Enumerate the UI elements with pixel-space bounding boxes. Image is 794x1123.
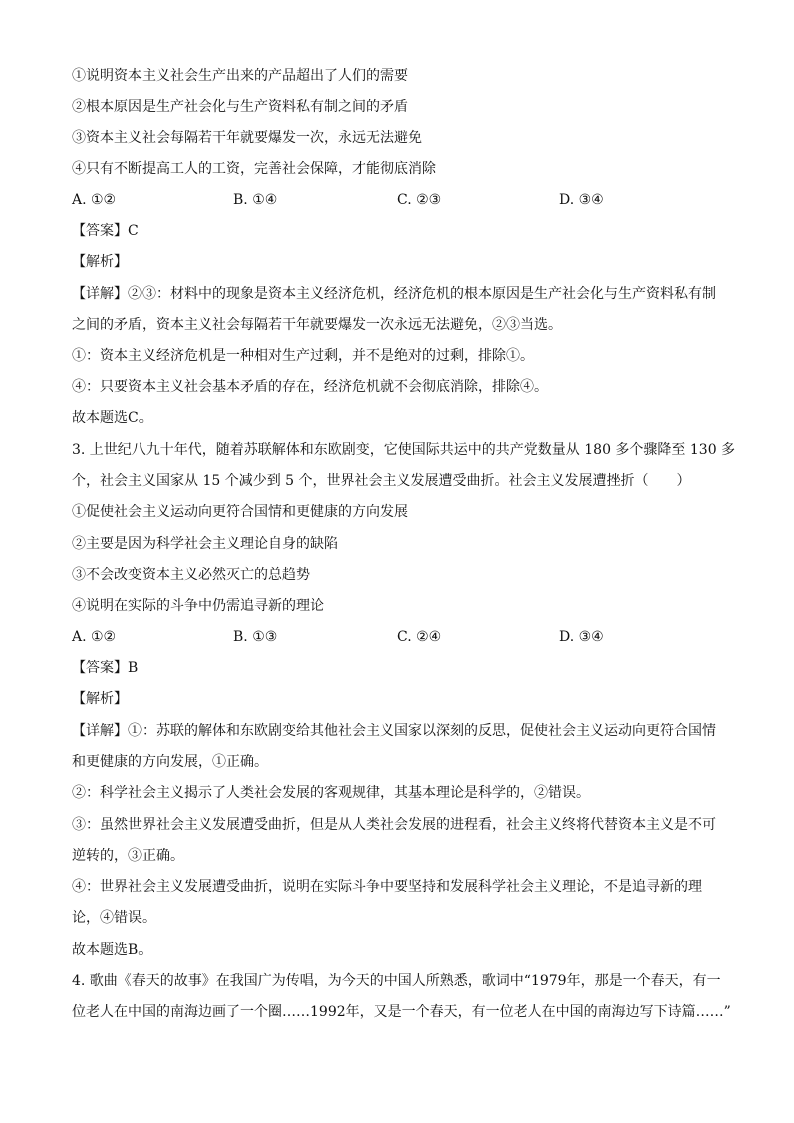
q2-detail-line-2: 之间的矛盾，资本主义社会每隔若干年就要爆发一次永远无法避免，②③当选。	[72, 317, 562, 333]
q2-analysis-label: 【解析】	[72, 254, 128, 270]
q4-stem-line-1: 4. 歌曲《春天的故事》在我国广为传唱，为今天的中国人所熟悉，歌词中“1979年，那是一个春天，有一	[72, 973, 721, 989]
q3-option-a: A. ①②	[72, 629, 117, 645]
q3-detail-line-3: ②：科学社会主义揭示了人类社会发展的客观规律，其基本理论是科学的，②错误。	[72, 785, 590, 801]
q3-detail-line-1: 【详解】①：苏联的解体和东欧剧变给其他社会主义国家以深刻的反思，促使社会主义运动向更符合国情	[72, 723, 716, 739]
q2-detail-line-1: 【详解】②③：材料中的现象是资本主义经济危机，经济危机的根本原因是生产社会化与生产资料私有制	[72, 286, 716, 302]
q3-option-b: B. ①③	[233, 629, 278, 645]
q2-answer: 【答案】C	[72, 223, 139, 239]
q3-stem-line-2: 个，社会主义国家从 15 个减少到 5 个，世界社会主义发展遭受曲折。社会主义发展遭挫折（ ）	[72, 473, 691, 489]
q3-statement-1: ①促使社会主义运动向更符合国情和更健康的方向发展	[72, 504, 408, 520]
q2-statement-2: ②根本原因是生产社会化与生产资料私有制之间的矛盾	[72, 99, 408, 115]
q2-option-d: D. ③④	[559, 192, 604, 208]
q3-detail-line-6: ④：世界社会主义发展遭受曲折，说明在实际斗争中要坚持和发展科学社会主义理论，不是追寻新的理	[72, 879, 702, 895]
q3-stem-line-1: 3. 上世纪八九十年代，随着苏联解体和东欧剧变，它使国际共运中的共产党数量从 180 多个骤降至 130 多	[72, 442, 736, 458]
q4-stem-line-2: 位老人在中国的南海边画了一个圈……1992年，又是一个春天，有一位老人在中国的南海边写下诗篇……”	[72, 1004, 731, 1020]
q2-statement-1: ①说明资本主义社会生产出来的产品超出了人们的需要	[72, 68, 408, 84]
q3-detail-line-2: 和更健康的方向发展，①正确。	[72, 754, 268, 770]
q3-answer: 【答案】B	[72, 660, 139, 676]
q2-statement-3: ③资本主义社会每隔若干年就要爆发一次，永远无法避免	[72, 130, 422, 146]
q3-analysis-label: 【解析】	[72, 691, 128, 707]
q3-detail-line-7: 论，④错误。	[72, 910, 156, 926]
q2-statement-4: ④只有不断提高工人的工资，完善社会保障，才能彻底消除	[72, 161, 436, 177]
q3-statement-2: ②主要是因为科学社会主义理论自身的缺陷	[72, 536, 338, 552]
q2-option-c: C. ②③	[397, 192, 442, 208]
q3-detail-line-5: 逆转的，③正确。	[72, 848, 184, 864]
q2-option-a: A. ①②	[72, 192, 117, 208]
q3-conclusion: 故本题选B。	[72, 942, 153, 958]
q3-option-c: C. ②④	[397, 629, 442, 645]
q2-conclusion: 故本题选C。	[72, 410, 153, 426]
q3-statement-3: ③不会改变资本主义必然灭亡的总趋势	[72, 567, 310, 583]
q3-statement-4: ④说明在实际的斗争中仍需追寻新的理论	[72, 598, 324, 614]
q2-option-b: B. ①④	[233, 192, 278, 208]
q3-detail-line-4: ③：虽然世界社会主义发展遭受曲折，但是从人类社会发展的进程看，社会主义终将代替资本主义是不可	[72, 817, 716, 833]
q2-detail-line-4: ④：只要资本主义社会基本矛盾的存在，经济危机就不会彻底消除，排除④。	[72, 379, 548, 395]
q2-detail-line-3: ①：资本主义经济危机是一种相对生产过剩，并不是绝对的过剩，排除①。	[72, 348, 534, 364]
q3-option-d: D. ③④	[559, 629, 604, 645]
